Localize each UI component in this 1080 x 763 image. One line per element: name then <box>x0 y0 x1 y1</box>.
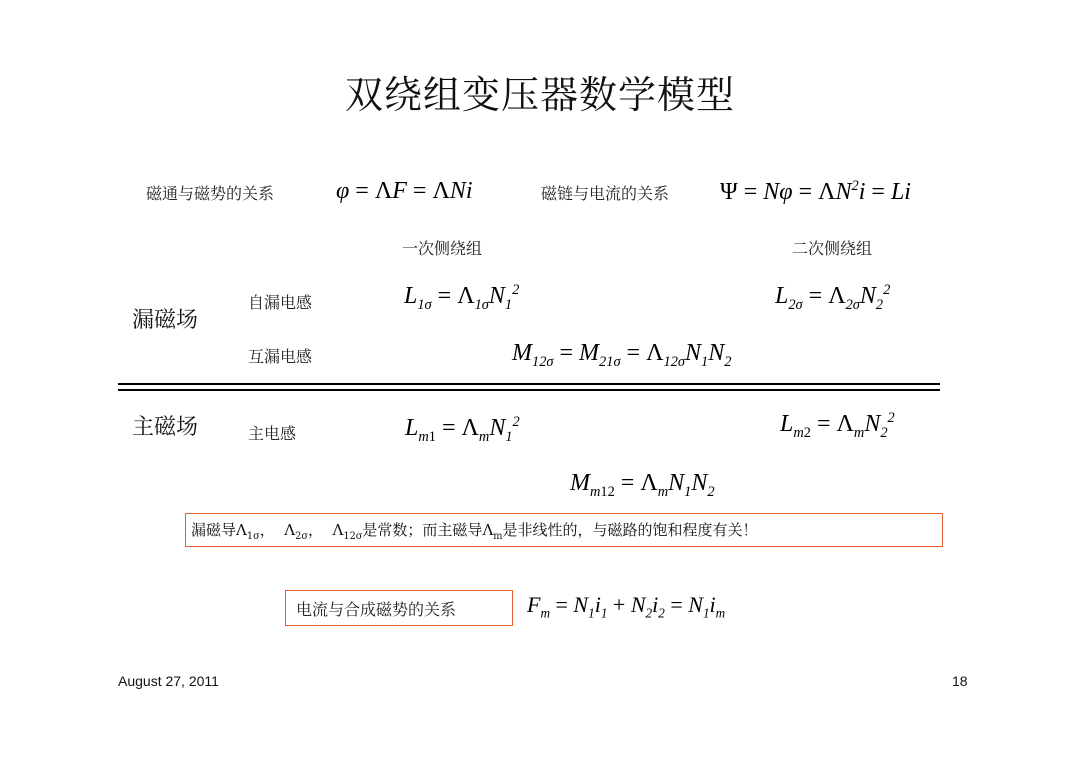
leakage-field-label: 漏磁场 <box>132 308 199 333</box>
permeance-note: 漏磁导$\Lambda_{1\sigma}$， $\Lambda_{2\sigma}$， $\Lambda_{12\sigma}$是常数；而主磁导$\Lambda_m$是非线性的，与磁路的饱和程度有关！ <box>191 521 758 542</box>
current-relation-label: 电流与合成磁势的关系 <box>296 600 457 619</box>
page-title: 双绕组变压器数学模型 <box>344 73 735 117</box>
main-field-label: 主磁场 <box>132 415 199 440</box>
section-divider-bottom <box>118 389 940 391</box>
primary-winding-header: 一次侧绕组 <box>402 239 483 258</box>
main-inductance-label: 主电感 <box>248 424 297 443</box>
current-relation-formula: $F_m = N_1i_1 + N_2i_2 = N_1i_m$ <box>527 592 726 621</box>
secondary-leakage-formula: $L_{2\sigma} = \Lambda_{2\sigma}N_2^2$ <box>775 282 891 313</box>
mutual-leakage-label: 互漏电感 <box>248 347 313 366</box>
self-leakage-label: 自漏电感 <box>248 293 313 312</box>
primary-main-formula: $L_{m1} = \Lambda_mN_1^2$ <box>405 414 520 445</box>
linkage-current-formula: $\Psi = N\varphi = \Lambda N^2i = Li$ <box>720 178 911 205</box>
flux-mmf-label: 磁通与磁势的关系 <box>146 184 275 203</box>
page-number: 18 <box>952 673 968 689</box>
mutual-leakage-formula: $M_{12\sigma} = M_{21\sigma} = \Lambda_{12\sigma}N_1N_2$ <box>512 340 732 370</box>
secondary-main-formula: $L_{m2} = \Lambda_mN_2^2$ <box>780 410 895 441</box>
primary-leakage-formula: $L_{1\sigma} = \Lambda_{1\sigma}N_1^2$ <box>404 282 520 313</box>
linkage-current-label: 磁链与电流的关系 <box>541 184 670 203</box>
mutual-main-formula: $M_{m12} = \Lambda_mN_1N_2$ <box>570 470 715 500</box>
section-divider-top <box>118 383 940 385</box>
flux-mmf-formula: φ = ΛF = ΛNi <box>336 178 473 204</box>
secondary-winding-header: 二次侧绕组 <box>792 239 873 258</box>
footer-date: August 27, 2011 <box>118 673 219 689</box>
